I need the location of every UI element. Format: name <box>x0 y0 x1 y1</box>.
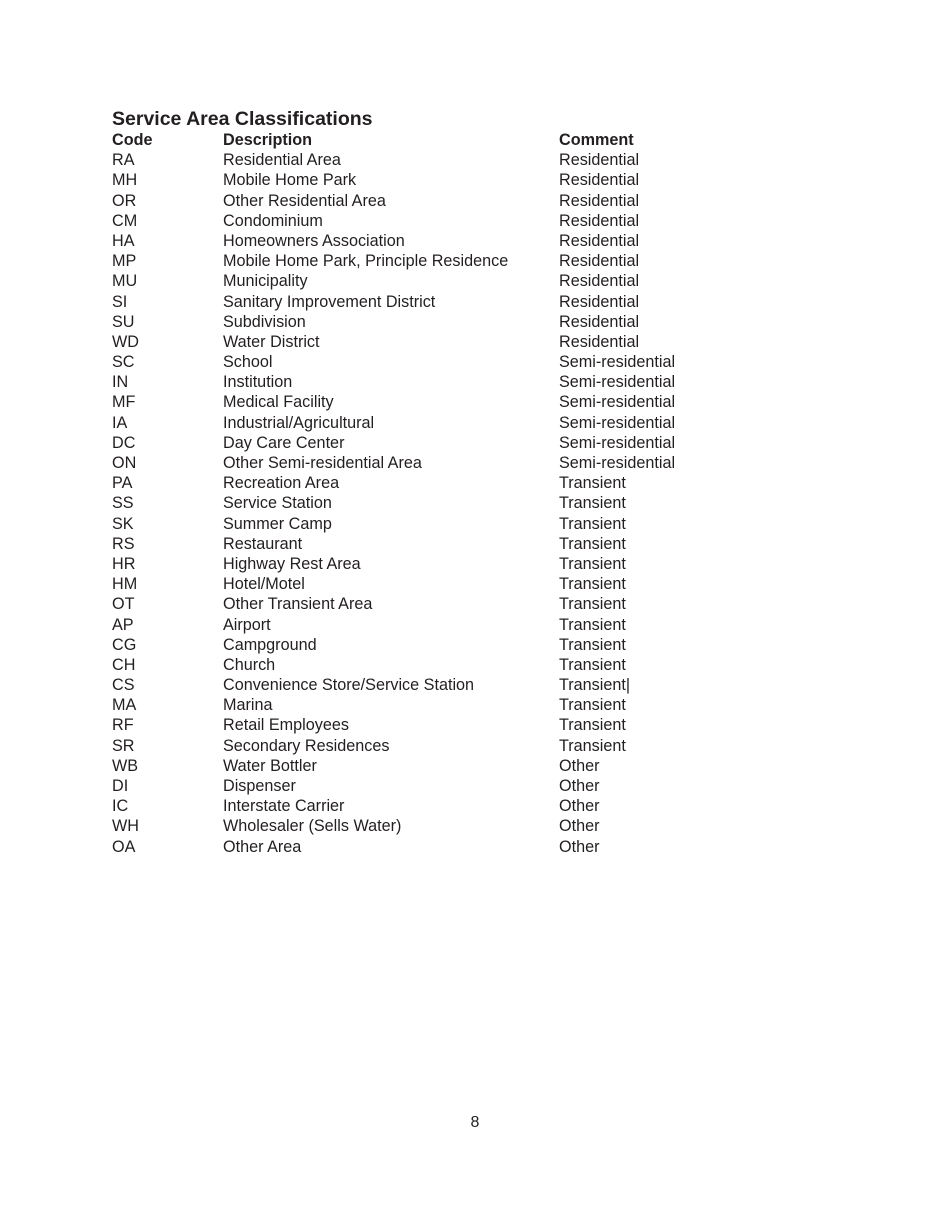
table-row <box>112 372 732 392</box>
row-description: Industrial/Agricultural <box>223 413 375 432</box>
row-description: Highway Rest Area <box>223 554 361 573</box>
row-description: Other Transient Area <box>223 595 373 614</box>
row-comment: Residential <box>559 211 640 230</box>
row-code: DI <box>112 777 129 795</box>
row-code: HR <box>112 554 136 573</box>
row-comment: Other <box>559 817 600 836</box>
row-code: OR <box>112 191 137 210</box>
row-code: CM <box>112 211 138 230</box>
row-description: Hotel/Motel <box>223 575 305 594</box>
row-comment: Semi-residential <box>559 454 676 472</box>
row-code: RA <box>112 151 135 170</box>
table-row <box>112 837 732 857</box>
row-description: Day Care Center <box>223 433 345 452</box>
table-row <box>112 312 732 332</box>
row-description: Subdivision <box>223 312 306 331</box>
table-row <box>112 574 732 594</box>
row-comment: Residential <box>559 171 640 190</box>
table-row <box>112 271 732 291</box>
row-code: OA <box>112 837 136 856</box>
row-description: School <box>223 353 273 372</box>
row-description: Homeowners Association <box>223 231 405 250</box>
row-comment: Transient <box>559 615 626 634</box>
table-row <box>112 615 732 635</box>
row-code: SC <box>112 353 135 372</box>
row-comment: Residential <box>559 292 640 311</box>
row-comment: Transient <box>559 595 626 614</box>
classification-table <box>112 130 732 857</box>
row-code: SI <box>112 292 128 311</box>
row-code: AP <box>112 615 134 634</box>
row-code: SK <box>112 514 134 533</box>
row-comment: Transient <box>559 575 626 594</box>
row-comment: Residential <box>559 191 640 210</box>
table-row <box>112 473 732 493</box>
row-description: Medical Facility <box>223 393 334 412</box>
table-row <box>112 534 732 554</box>
row-code: CH <box>112 655 136 674</box>
row-code: MA <box>112 696 137 715</box>
table-row <box>112 695 732 715</box>
row-code: WD <box>112 332 139 351</box>
row-code: IC <box>112 797 129 816</box>
row-description: Water Bottler <box>223 756 317 775</box>
row-comment: Transient <box>559 635 626 654</box>
row-code: MP <box>112 252 137 271</box>
row-code: IA <box>112 413 128 432</box>
table-header-row <box>112 130 732 150</box>
table-row <box>112 796 732 816</box>
row-comment: Residential <box>559 332 640 351</box>
table-row <box>112 211 732 231</box>
row-code: SR <box>112 736 135 755</box>
table-row <box>112 170 732 190</box>
row-description: Other Residential Area <box>223 191 386 210</box>
table-row <box>112 191 732 211</box>
row-comment: Transient <box>559 534 626 553</box>
row-description: Institution <box>223 373 293 392</box>
row-description: Church <box>223 655 276 674</box>
row-code: IN <box>112 373 129 392</box>
row-description: Recreation Area <box>223 474 340 493</box>
row-code: MF <box>112 393 136 412</box>
table-row <box>112 292 732 312</box>
row-comment: Transient <box>559 655 626 674</box>
row-description: Sanitary Improvement District <box>223 292 436 311</box>
row-code: MU <box>112 272 138 291</box>
row-code: HA <box>112 231 135 250</box>
row-comment: Transient <box>559 474 626 493</box>
row-comment: Semi-residential <box>559 353 676 372</box>
row-comment: Transient <box>559 696 626 715</box>
row-description: Residential Area <box>223 151 341 170</box>
table-row <box>112 352 732 372</box>
table-row <box>112 150 732 170</box>
row-description: Marina <box>223 696 273 715</box>
row-comment: Transient <box>559 494 626 513</box>
row-comment: Semi-residential <box>559 433 676 452</box>
header-code: Code <box>112 131 153 149</box>
row-description: Service Station <box>223 494 332 513</box>
row-code: RS <box>112 534 135 553</box>
table-row <box>112 655 732 675</box>
row-comment: Residential <box>559 252 640 271</box>
row-description: Other Semi-residential Area <box>223 454 422 472</box>
row-code: CS <box>112 676 135 695</box>
table-row <box>112 675 732 695</box>
row-comment: Transient <box>559 716 626 735</box>
table-row <box>112 756 732 776</box>
table-row <box>112 332 732 352</box>
row-comment: Residential <box>559 272 640 291</box>
header-comment: Comment <box>559 131 634 149</box>
row-description: Wholesaler (Sells Water) <box>223 817 402 836</box>
row-comment: Semi-residential <box>559 373 676 392</box>
row-code: OT <box>112 595 135 614</box>
table-row <box>112 493 732 513</box>
table-row <box>112 413 732 433</box>
row-code: CG <box>112 635 137 654</box>
row-description: Convenience Store/Service Station <box>223 676 475 695</box>
row-comment: Transient| <box>559 676 631 695</box>
table-row <box>112 231 732 251</box>
row-code: WH <box>112 817 139 836</box>
row-description: Municipality <box>223 272 308 291</box>
row-comment: Residential <box>559 231 640 250</box>
row-description: Condominium <box>223 211 323 230</box>
table-row <box>112 635 732 655</box>
row-comment: Transient <box>559 736 626 755</box>
row-description: Mobile Home Park <box>223 171 357 190</box>
row-description: Restaurant <box>223 534 303 553</box>
row-code: SU <box>112 312 135 331</box>
table-row <box>112 776 732 796</box>
row-description: Other Area <box>223 837 302 856</box>
table-row <box>112 433 732 453</box>
row-description: Interstate Carrier <box>223 797 345 816</box>
row-description: Mobile Home Park, Principle Residence <box>223 252 509 271</box>
row-description: Dispenser <box>223 777 296 795</box>
page-title: Service Area Classifications <box>112 108 373 130</box>
row-comment: Residential <box>559 312 640 331</box>
row-code: HM <box>112 575 138 594</box>
table-row <box>112 736 732 756</box>
row-comment: Other <box>559 837 600 856</box>
table-body <box>112 150 732 857</box>
row-code: PA <box>112 474 133 493</box>
row-code: MH <box>112 171 138 190</box>
table-row <box>112 514 732 534</box>
table-row <box>112 251 732 271</box>
row-comment: Transient <box>559 554 626 573</box>
table-row <box>112 715 732 735</box>
row-description: Airport <box>223 615 271 634</box>
header-description: Description <box>223 131 313 149</box>
row-description: Summer Camp <box>223 514 332 533</box>
row-code: ON <box>112 454 137 472</box>
row-description: Secondary Residences <box>223 736 390 755</box>
table-row <box>112 554 732 574</box>
row-comment: Other <box>559 756 600 775</box>
row-comment: Other <box>559 797 600 816</box>
row-comment: Other <box>559 777 600 795</box>
table-row <box>112 453 732 473</box>
row-description: Water District <box>223 332 320 351</box>
row-comment: Semi-residential <box>559 413 676 432</box>
table-row <box>112 816 732 836</box>
row-code: WB <box>112 756 139 775</box>
row-code: RF <box>112 716 134 735</box>
row-comment: Semi-residential <box>559 393 676 412</box>
page-number: 8 <box>470 1114 480 1131</box>
table-row <box>112 594 732 614</box>
row-description: Campground <box>223 635 317 654</box>
row-code: DC <box>112 433 136 452</box>
table-row <box>112 392 732 412</box>
row-description: Retail Employees <box>223 716 349 735</box>
row-comment: Residential <box>559 151 640 170</box>
row-code: SS <box>112 494 134 513</box>
row-comment: Transient <box>559 514 626 533</box>
